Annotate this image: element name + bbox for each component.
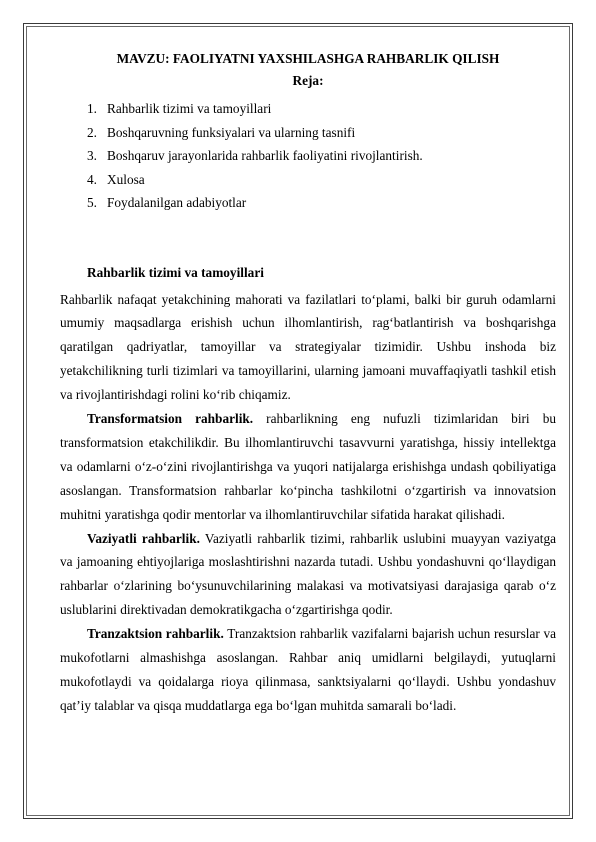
plan-item-number: 5.	[87, 195, 97, 210]
plan-item	[87, 168, 556, 192]
plan-list	[60, 97, 556, 215]
plan-item-text: Rahbarlik tizimi va tamoyillari	[107, 101, 272, 116]
intro-paragraph: Rahbarlik nafaqat yetakchining mahorati va fazilatlari to‘plami, balki bir guruh odamlarni umumiy maqsadlarga erishish uchun ilhomlantirish, rag‘batlantirish va boshqarishga qaratilgan qadriyatlar, tamoyillar va strategiyalar tizimidir. Ushbu inshoda biz yetakchilikning turli tizimlari va tamoyillarini, ularning jamoani muvaffaqiyatli tashkil etish va rivojlantirishdagi rolini ko‘rib chiqamiz.	[60, 291, 556, 403]
plan-item-number: 3.	[87, 148, 97, 163]
plan-item-text: Xulosa	[107, 171, 145, 187]
paragraph-text: rahbarlikning eng nufuzli tizimlaridan biri bu transformatsion etakchilikdir. Bu ilhomlantiruvchi tasavvurni yaratishga, hissiy intellektga va odamlarni o‘z-o‘zini rivojlantirishga va yuqori natijalarga erishishga undash qobiliyatiga asoslangan. Transformatsion rahbarlar ko‘pincha tashkilotni o‘zgartirish va innovatsion muhitni yaratishga qodir mentorlar va ilhomlantiruvchilar sifatida harakat qilishadi.	[60, 411, 556, 522]
plan-item-text: Boshqaruv jarayonlarida rahbarlik faoliyatini rivojlantirish.	[107, 148, 423, 163]
paragraph-transformational	[60, 407, 556, 527]
paragraph-transactional	[60, 622, 556, 718]
plan-item-number: 2.	[87, 124, 97, 140]
plan-item-number: 1.	[87, 101, 97, 116]
plan-item-text: Foydalanilgan adabiyotlar	[107, 195, 247, 210]
document-title: MAVZU: FAOLIYATNI YAXSHILASHGA RAHBARLIK QILISH	[116, 51, 500, 66]
paragraph-lead: Vaziyatli rahbarlik.	[87, 530, 200, 546]
plan-item	[87, 191, 556, 215]
plan-item	[87, 144, 556, 168]
paragraph-lead: Tranzaktsion rahbarlik.	[87, 626, 224, 642]
plan-item	[87, 121, 556, 145]
paragraph-lead: Transformatsion rahbarlik.	[87, 411, 254, 427]
plan-item	[87, 97, 556, 121]
paragraph-situational	[60, 527, 556, 623]
section-heading: Rahbarlik tizimi va tamoyillari	[87, 264, 264, 280]
paragraph-text: Vaziyatli rahbarlik tizimi, rahbarlik uslubini muayyan vaziyatga va jamoaning ehtiyojlariga moslashtirishni nazarda tutadi. Ushbu yondashuvni qo‘llaydigan rahbarlar o‘zlarining bo‘ysunuvchilarining malakasi va motivatsiyasi darajasiga qarab o‘z uslublarini direktivadan demokratikgacha o‘zgartirishga qodir.	[60, 530, 557, 618]
plan-item-text: Boshqaruvning funksiyalari va ularning tasnifi	[107, 124, 356, 140]
document-content	[60, 48, 556, 718]
plan-heading: Reja:	[292, 73, 324, 88]
paragraph-text: Tranzaktsion rahbarlik vazifalarni bajarish uchun resurslar va mukofotlarni almashishga asoslangan. Rahbar aniq umidlarni belgilaydi, yutuqlarni mukofotlaydi va qoidalarga rioya qilinmasa, sanktsiyalarni qo‘llaydi. Ushbu yondashuv qat’iy talablar va qisqa muddatlarga ega bo‘lgan muhitda samarali bo‘ladi.	[60, 626, 556, 713]
plan-item-number: 4.	[87, 171, 97, 187]
